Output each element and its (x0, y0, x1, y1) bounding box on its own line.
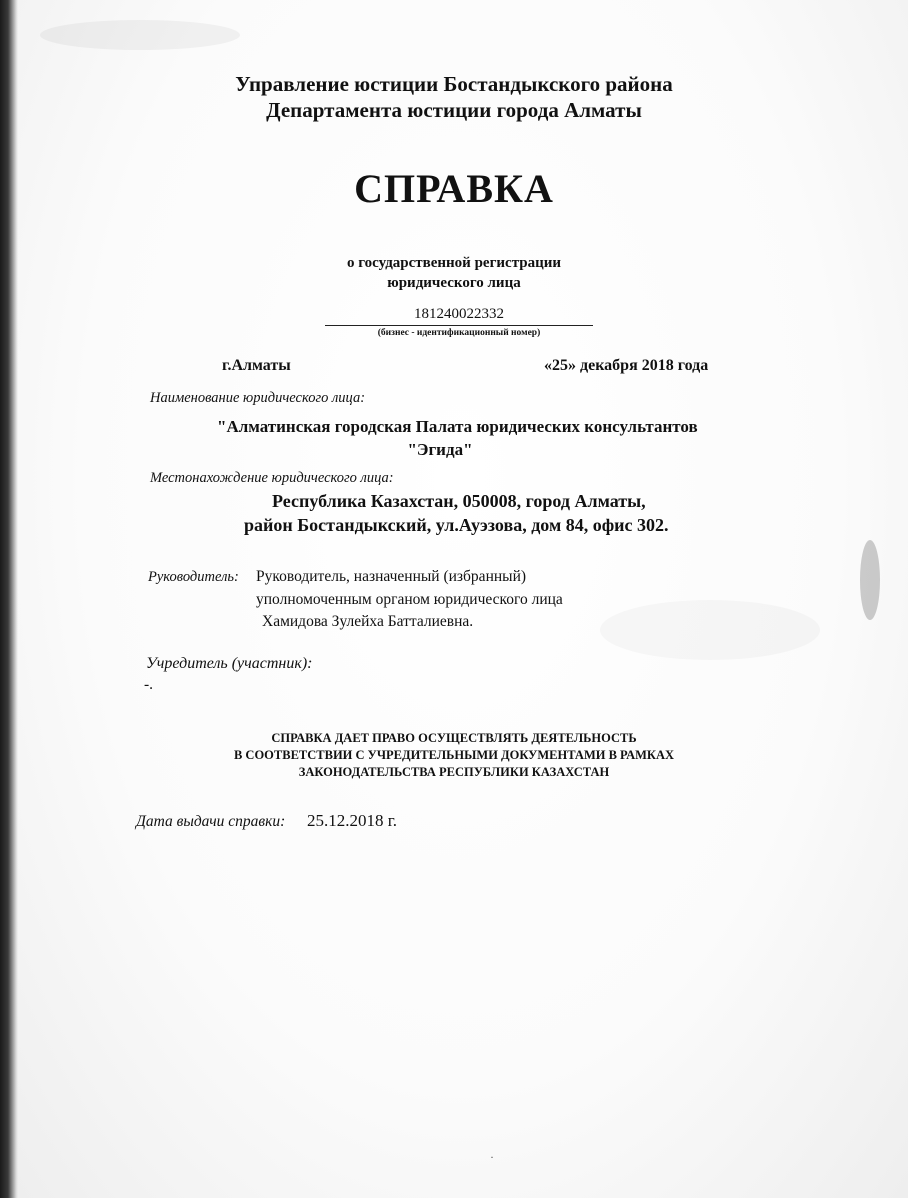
bin-caption: (бизнес - идентификационный номер) (377, 328, 541, 338)
subtitle-line-2: юридического лица (387, 275, 521, 291)
issue-date-value: 25.12.2018 г. (307, 811, 398, 830)
header-line-1: Управление юстиции Бостандыкского района (235, 72, 673, 96)
name-label: Наименование юридического лица: (150, 390, 366, 406)
paper-smudge (600, 600, 820, 660)
issue-city: г.Алматы (222, 357, 291, 374)
subtitle-line-1: о государственной регистрации (346, 255, 562, 271)
head-label: Руководитель: (148, 569, 239, 585)
document-title: СПРАВКА (354, 166, 554, 211)
location-line-2: район Бостандыкский, ул.Ауэзова, дом 84, офис 302. (244, 515, 669, 535)
issue-date-label: Дата выдачи справки: (136, 813, 286, 830)
location-line-1: Республика Казахстан, 050008, город Алматы, (272, 491, 646, 511)
founder-label: Учредитель (участник): (146, 655, 313, 672)
notice-line-3: ЗАКОНОДАТЕЛЬСТВА РЕСПУБЛИКИ КАЗАХСТАН (298, 765, 610, 779)
registration-date: «25» декабря 2018 года (544, 357, 709, 374)
head-line-3: Хамидова Зулейха Батталиевна. (262, 613, 474, 630)
bin-number: 181240022332 (414, 306, 504, 322)
entity-name-line-2: "Эгида" (407, 440, 473, 459)
paper-speck: · (490, 1150, 494, 1164)
paper-smudge (40, 20, 240, 50)
paper-smudge (860, 540, 880, 620)
notice-line-2: В СООТВЕТСТВИИ С УЧРЕДИТЕЛЬНЫМИ ДОКУМЕНТАМИ В РАМКАХ (233, 748, 675, 762)
head-line-1: Руководитель, назначенный (избранный) (256, 568, 527, 585)
founder-value: -. (144, 676, 154, 693)
notice-line-1: СПРАВКА ДАЕТ ПРАВО ОСУЩЕСТВЛЯТЬ ДЕЯТЕЛЬНОСТЬ (271, 731, 637, 745)
location-label: Местонахождение юридического лица: (150, 470, 394, 486)
head-line-2: уполномоченным органом юридического лица (256, 591, 563, 608)
entity-name-line-1: "Алматинская городская Палата юридических консультантов (217, 417, 698, 436)
bin-underline (325, 325, 593, 326)
header-line-2: Департамента юстиции города Алматы (266, 98, 642, 122)
